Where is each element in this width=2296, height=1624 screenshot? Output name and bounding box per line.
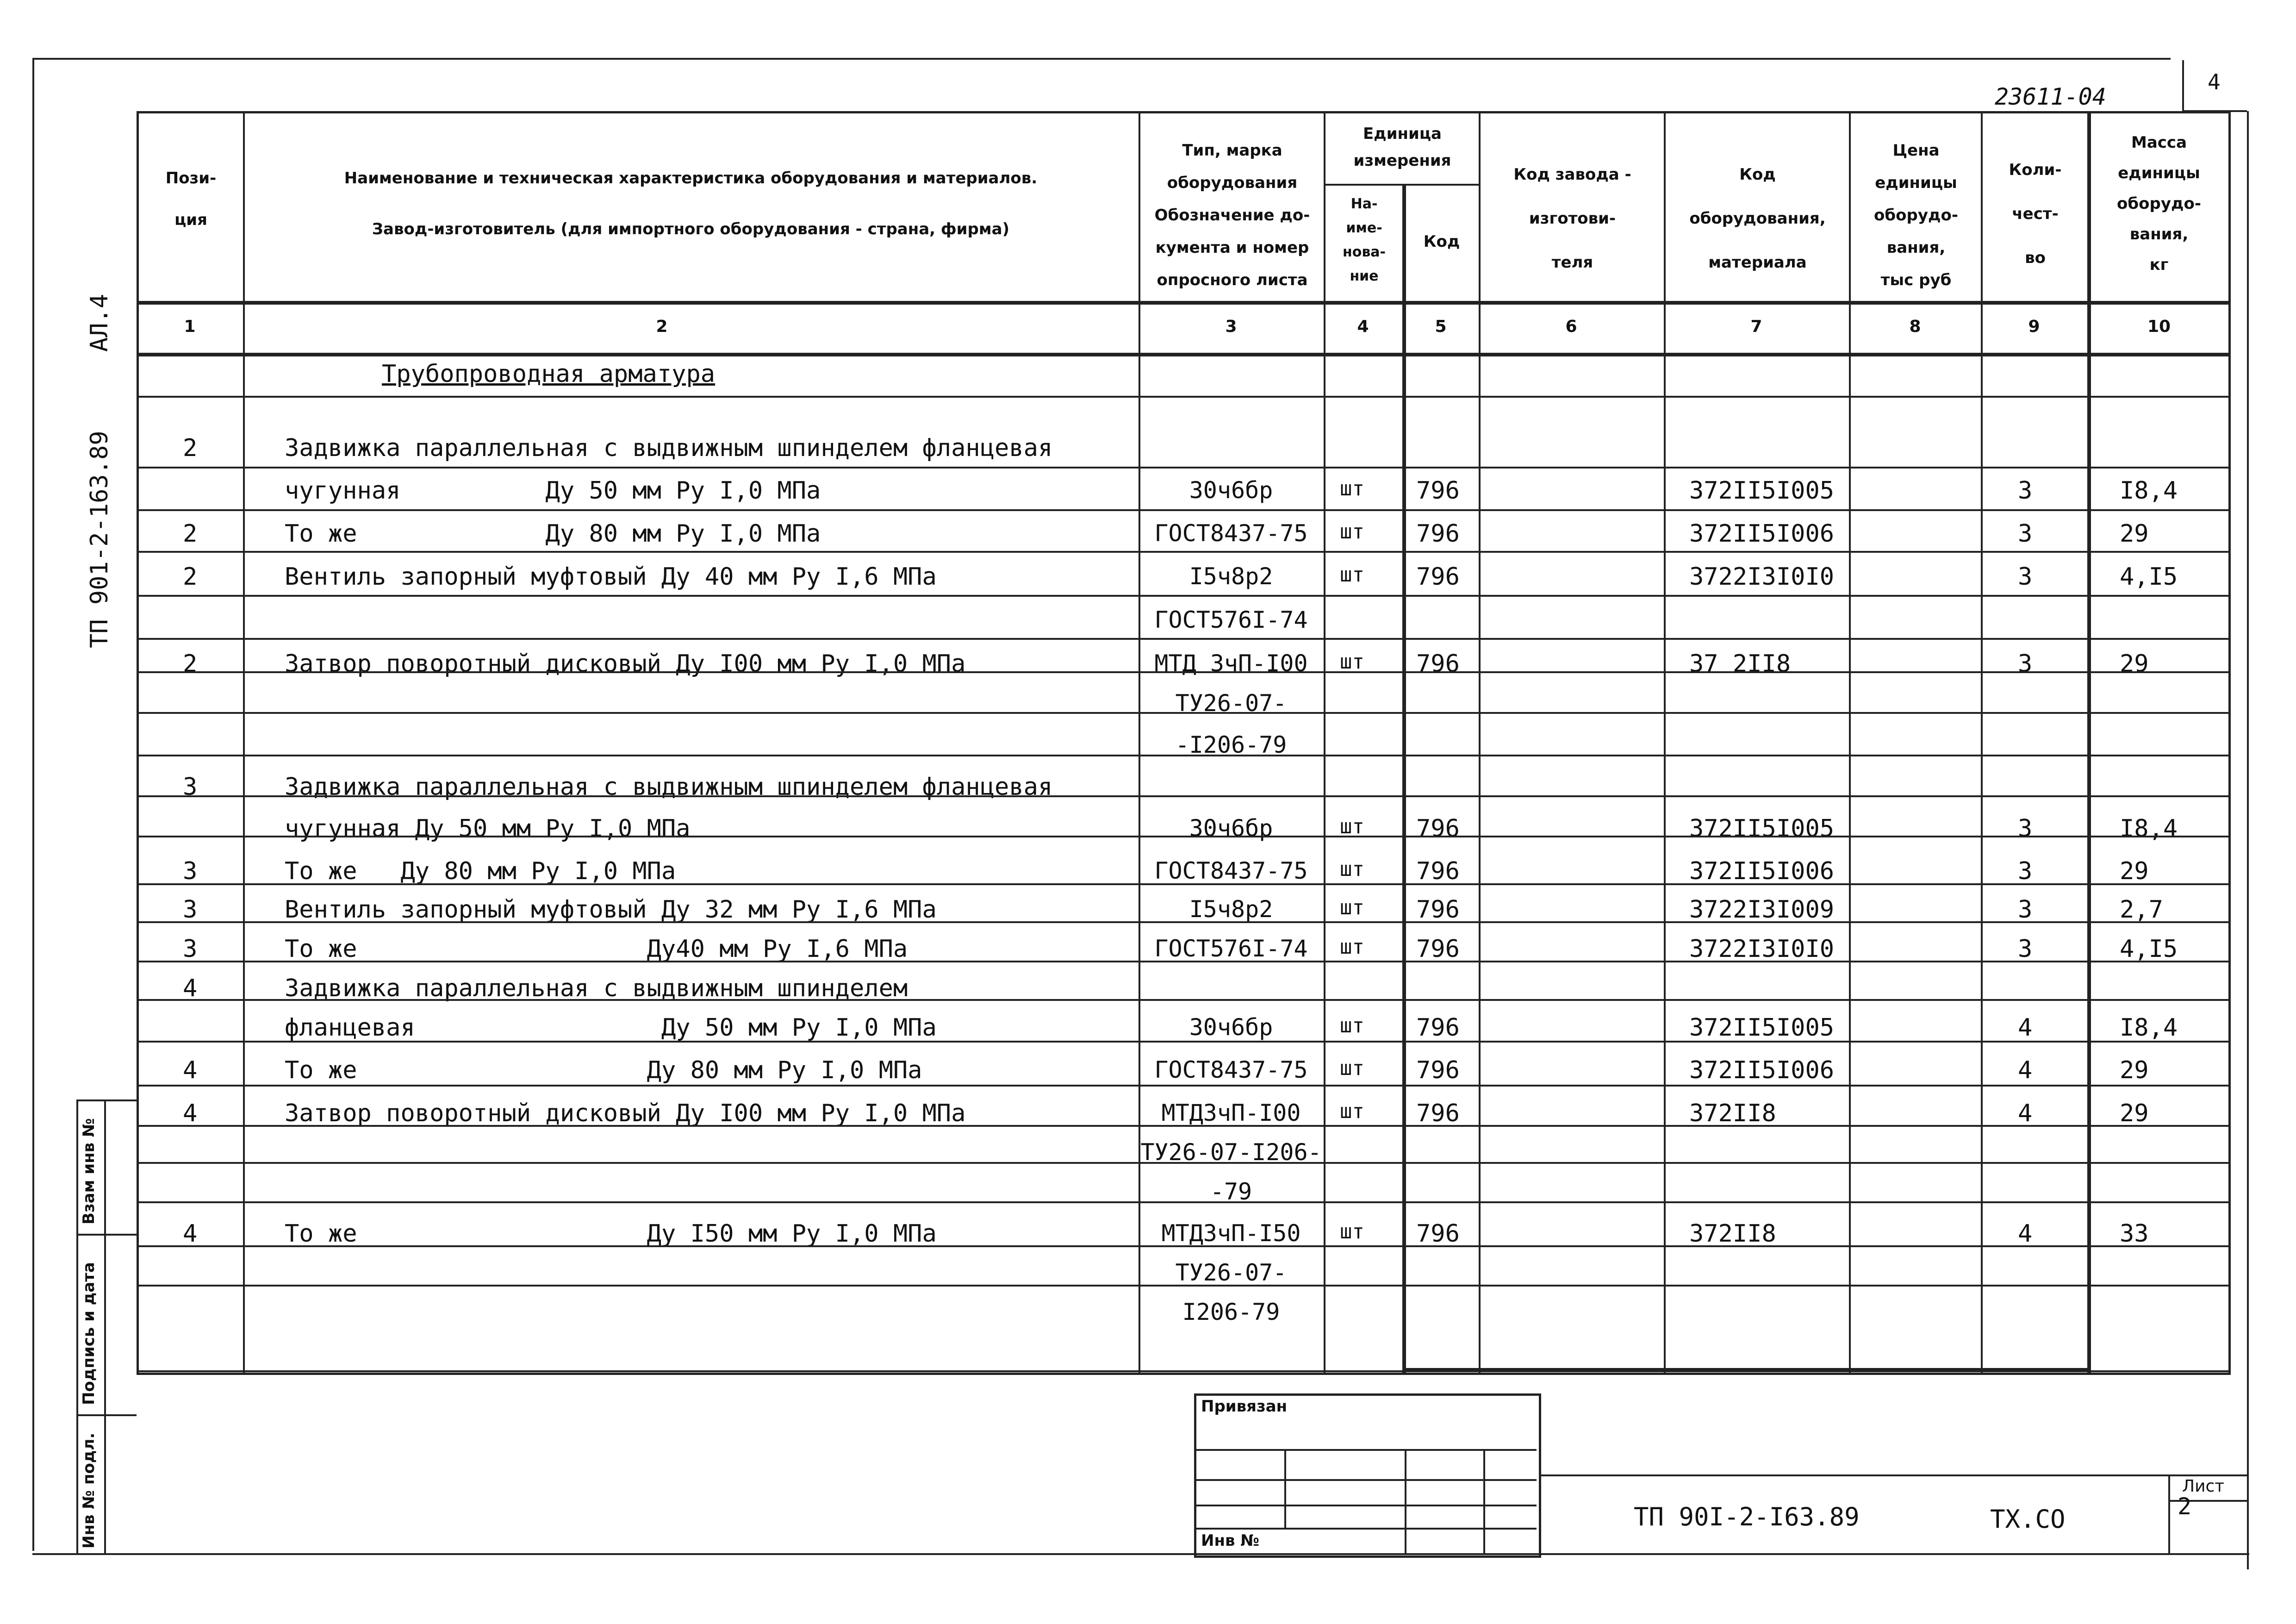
side-stamp-top — [76, 1099, 137, 1101]
unit-cell: шт — [1340, 1099, 1364, 1123]
code-cell: 796 — [1416, 1056, 1460, 1084]
colnum-2: 2 — [656, 317, 668, 336]
colnum-3: 3 — [1225, 317, 1237, 336]
row-divider — [137, 638, 2228, 640]
type-cell: 30ч6бр — [1189, 1014, 1273, 1041]
type-cell: I5ч8р2 — [1189, 896, 1273, 923]
unit-cell: шт — [1340, 1220, 1364, 1243]
type-cell: 30ч6бр — [1189, 477, 1273, 504]
type-cell: ТУ26-07- — [1175, 1259, 1287, 1286]
mass-cell: 33 — [2120, 1220, 2149, 1248]
doc-number-top: 23611-04 — [1995, 83, 2106, 110]
col-line-8 — [1981, 111, 1983, 1373]
row-divider — [137, 551, 2228, 553]
row-divider — [137, 595, 2228, 597]
section-title: Трубопроводная арматура — [382, 360, 716, 388]
equip-code-cell: 3722I3I0I0 — [1689, 935, 1835, 963]
mass-cell: 2,7 — [2120, 896, 2163, 924]
pos-cell: 2 — [183, 563, 198, 591]
row-divider — [137, 1201, 2228, 1203]
name-cell: Задвижка параллельная с выдвижным шпинделем фланцевая — [285, 773, 1053, 801]
pos-cell: 3 — [183, 773, 198, 801]
hdr-col7: Код оборудования, материала — [1689, 165, 1826, 272]
unit-cell: шт — [1340, 896, 1364, 919]
qty-cell: 3 — [2018, 563, 2033, 591]
name-cell: То же Ду 80 мм Ру I,0 МПа — [285, 1056, 922, 1084]
hdr-col9: Коли- чест- во — [2009, 161, 2062, 267]
col-line-9 — [2087, 111, 2091, 1373]
stamp-vline-1 — [1284, 1449, 1286, 1528]
designation: ТП 90I-2-I63.89 — [1634, 1502, 1860, 1531]
type-cell: I5ч8р2 — [1189, 563, 1273, 590]
pos-cell: 3 — [183, 896, 198, 924]
type-cell: 30ч6бр — [1189, 815, 1273, 842]
type-cell: ТУ26-07-I206- — [1140, 1139, 1322, 1166]
left-border — [32, 58, 34, 1551]
type-cell: ГОСТ576I-74 — [1154, 606, 1308, 633]
right-border — [2247, 111, 2249, 1569]
unit-cell: шт — [1340, 520, 1364, 543]
stamp-line-2 — [1194, 1479, 1537, 1481]
type-cell: -I206-79 — [1175, 731, 1287, 758]
hdr-col4: На- име- нова- ние — [1342, 196, 1386, 284]
page-corner-number: 4 — [2208, 69, 2221, 94]
colnum-6: 6 — [1565, 317, 1577, 336]
row-divider — [137, 755, 2228, 756]
row-divider — [137, 921, 2228, 923]
header-divider — [137, 301, 2228, 305]
side-vzam-inv: Взам инв № — [80, 1118, 98, 1224]
code-cell: 796 — [1416, 477, 1460, 505]
colnum-10: 10 — [2147, 317, 2171, 336]
mass-cell: 4,I5 — [2120, 935, 2178, 963]
hdr-col8: Цена единицы оборудо- вания, тыс руб — [1874, 141, 1958, 289]
qty-cell: 3 — [2018, 815, 2033, 843]
bold-area-top — [1402, 353, 2091, 356]
equip-code-cell: 372II8 — [1689, 1220, 1776, 1248]
type-cell: МТД3чП-I50 — [1161, 1220, 1301, 1247]
pos-cell: 4 — [183, 1220, 198, 1248]
colnum-5: 5 — [1435, 317, 1447, 336]
code-cell: 796 — [1416, 857, 1460, 885]
col-line-3 — [1324, 111, 1325, 1373]
colnum-7: 7 — [1750, 317, 1762, 336]
row-divider — [137, 467, 2228, 468]
name-cell: Задвижка параллельная с выдвижным шпинделем — [285, 974, 908, 1002]
mass-cell: 29 — [2120, 520, 2149, 548]
side-code: ТП 901-2-163.89 — [86, 431, 113, 648]
side-podpis-data: Подпись и дата — [80, 1262, 98, 1405]
unit-cell: шт — [1340, 650, 1364, 674]
qty-cell: 3 — [2018, 520, 2033, 548]
type-cell: ГОСТ8437-75 — [1154, 1056, 1308, 1083]
name-cell: Вентиль запорный муфтовый Ду 40 мм Ру I,6 МПа — [285, 563, 937, 591]
equip-code-cell: 372II5I005 — [1689, 477, 1835, 505]
equip-code-cell: 372II5I006 — [1689, 1056, 1835, 1084]
row-divider — [137, 836, 2228, 837]
corner-box-left — [2182, 60, 2184, 111]
type-cell: -79 — [1210, 1178, 1252, 1205]
hdr-col10: Масса единицы оборудо- вания, кг — [2117, 133, 2201, 274]
equip-code-cell: 3722I3I0I0 — [1689, 563, 1835, 591]
colnum-1: 1 — [184, 317, 196, 336]
hdr-col3: Тип, марка оборудования Обозначение до- кумента и номер опросного листа — [1154, 141, 1310, 289]
pos-cell: 3 — [183, 857, 198, 885]
code-cell: 796 — [1416, 650, 1460, 678]
mass-cell: I8,4 — [2120, 477, 2178, 505]
name-cell: фланцевая Ду 50 мм Ру I,0 МПа — [285, 1014, 937, 1042]
unit-cell: шт — [1340, 477, 1364, 500]
type-cell: ГОСТ576I-74 — [1154, 935, 1308, 962]
name-cell: То же Ду I50 мм Ру I,0 МПа — [285, 1220, 937, 1248]
colnum-8: 8 — [1909, 317, 1921, 336]
hdr-units-group: Единица измерения — [1353, 125, 1451, 170]
equip-code-cell: 372II5I006 — [1689, 857, 1835, 885]
code-cell: 796 — [1416, 1014, 1460, 1042]
unit-cell: шт — [1340, 1014, 1364, 1037]
col-line-4 — [1402, 184, 1406, 1373]
row-divider — [137, 1162, 2228, 1164]
stamp-line-4 — [1194, 1528, 1537, 1530]
qty-cell: 4 — [2018, 1056, 2033, 1084]
unit-cell: шт — [1340, 563, 1364, 587]
row-divider — [137, 671, 2228, 673]
sheet-box-left — [2168, 1474, 2170, 1553]
col-line-7 — [1849, 111, 1851, 1373]
pos-cell: 2 — [183, 434, 198, 462]
mass-cell: I8,4 — [2120, 815, 2178, 843]
type-cell: МТД3чП-I00 — [1161, 1099, 1301, 1126]
bottom-border — [32, 1553, 2249, 1555]
equip-code-cell: 3722I3I009 — [1689, 896, 1835, 924]
pos-cell: 4 — [183, 1056, 198, 1084]
side-stamp-mid — [104, 1099, 106, 1553]
row-divider — [137, 1041, 2228, 1043]
name-cell: Затвор поворотный дисковый Ду I00 мм Ру I,0 МПа — [285, 650, 966, 678]
stamp-line-3 — [1194, 1505, 1537, 1506]
equip-code-cell: 372II5I006 — [1689, 520, 1835, 548]
code-cell: 796 — [1416, 520, 1460, 548]
mass-cell: 29 — [2120, 650, 2149, 678]
pos-cell: 2 — [183, 520, 198, 548]
side-stamp-line-1 — [76, 1234, 137, 1236]
row-divider — [137, 1370, 2228, 1372]
pos-cell: 3 — [183, 935, 198, 963]
col-line-6 — [1664, 111, 1666, 1373]
row-divider — [137, 1125, 2228, 1127]
sheet-label: Лист — [2182, 1477, 2225, 1496]
side-inv-podl: Инв № подл. — [80, 1432, 98, 1549]
row-divider — [137, 509, 2228, 511]
name-cell: Задвижка параллельная с выдвижным шпинделем фланцевая — [285, 434, 1053, 462]
equip-code-cell: 372II8 — [1689, 1099, 1776, 1127]
pos-cell: 4 — [183, 974, 198, 1002]
name-cell: Вентиль запорный муфтовый Ду 32 мм Ру I,6 МПа — [285, 896, 937, 924]
top-border — [32, 58, 2171, 60]
mass-cell: 29 — [2120, 1056, 2149, 1084]
unit-cell: шт — [1340, 935, 1364, 959]
type-cell: МТД 3чП-I00 — [1154, 650, 1308, 677]
row-divider — [137, 961, 2228, 962]
qty-cell: 4 — [2018, 1014, 2033, 1042]
row-divider — [137, 1085, 2228, 1087]
side-stamp-line-2 — [76, 1414, 137, 1416]
equip-code-cell: 372II5I005 — [1689, 815, 1835, 843]
row-divider — [137, 1285, 2228, 1287]
equip-code-cell: 37 2II8 — [1689, 650, 1791, 678]
unit-cell: шт — [1340, 1056, 1364, 1080]
qty-cell: 3 — [2018, 896, 2033, 924]
type-cell: ГОСТ8437-75 — [1154, 857, 1308, 884]
sheet-number: 2 — [2178, 1493, 2192, 1520]
col-line-1 — [243, 111, 245, 1373]
pos-cell: 2 — [183, 650, 198, 678]
colnum-4: 4 — [1357, 317, 1369, 336]
type-cell: ГОСТ8437-75 — [1154, 520, 1308, 547]
stamp-privyazan: Привязан — [1201, 1397, 1288, 1416]
mass-cell: 29 — [2120, 1099, 2149, 1127]
side-stamp-left — [76, 1099, 78, 1553]
name-cell: чугунная Ду 50 мм Ру I,0 МПа — [285, 815, 691, 843]
row-divider — [137, 712, 2228, 714]
unit-cell: шт — [1340, 857, 1364, 881]
qty-cell: 3 — [2018, 935, 2033, 963]
code-cell: 796 — [1416, 896, 1460, 924]
mass-cell: 29 — [2120, 857, 2149, 885]
code-cell: 796 — [1416, 935, 1460, 963]
hdr-col6: Код завода - изготови- теля — [1513, 165, 1631, 272]
row-line-sec — [137, 396, 2228, 398]
row-divider — [137, 999, 2228, 1001]
name-cell: То же Ду 80 мм Ру I,0 МПа — [285, 520, 821, 548]
stamp-line-1 — [1194, 1449, 1537, 1451]
qty-cell: 3 — [2018, 857, 2033, 885]
colnum-9: 9 — [2028, 317, 2040, 336]
type-cell: ТУ26-07- — [1175, 690, 1287, 717]
row-divider — [137, 883, 2228, 885]
row-divider — [137, 795, 2228, 797]
mass-cell: I8,4 — [2120, 1014, 2178, 1042]
code-cell: 796 — [1416, 815, 1460, 843]
doc-mark: ТХ.СО — [1990, 1505, 2066, 1534]
code-cell: 796 — [1416, 563, 1460, 591]
hdr-col5: Код — [1423, 232, 1460, 251]
row-divider — [137, 1245, 2228, 1247]
code-cell: 796 — [1416, 1099, 1460, 1127]
mass-cell: 4,I5 — [2120, 563, 2178, 591]
side-album: АЛ.4 — [86, 294, 113, 352]
stamp-vline-2 — [1405, 1449, 1406, 1553]
col-line-5 — [1479, 111, 1481, 1373]
unit-cell: шт — [1340, 815, 1364, 838]
code-cell: 796 — [1416, 1220, 1460, 1248]
name-cell: То же Ду40 мм Ру I,6 МПа — [285, 935, 908, 963]
units-divider — [1324, 184, 1479, 186]
qty-cell: 3 — [2018, 477, 2033, 505]
equip-code-cell: 372II5I005 — [1689, 1014, 1835, 1042]
stamp-inv-no: Инв № — [1201, 1531, 1260, 1550]
type-cell: I206-79 — [1182, 1299, 1280, 1325]
name-cell: чугунная Ду 50 мм Ру I,0 МПа — [285, 477, 821, 505]
name-cell: Затвор поворотный дисковый Ду I00 мм Ру I,0 МПа — [285, 1099, 966, 1127]
pos-cell: 4 — [183, 1099, 198, 1127]
qty-cell: 4 — [2018, 1099, 2033, 1127]
hdr-col2: Наименование и техническая характеристика оборудования и материалов. Завод-изготовитель (для импортного оборудования - страна, фирма) — [344, 169, 1038, 238]
stamp-vline-3 — [1483, 1449, 1485, 1553]
qty-cell: 4 — [2018, 1220, 2033, 1248]
title-block-top — [1539, 1474, 2247, 1476]
name-cell: То же Ду 80 мм Ру I,0 МПа — [285, 857, 676, 885]
hdr-col1: Пози- ция — [165, 169, 217, 229]
qty-cell: 3 — [2018, 650, 2033, 678]
